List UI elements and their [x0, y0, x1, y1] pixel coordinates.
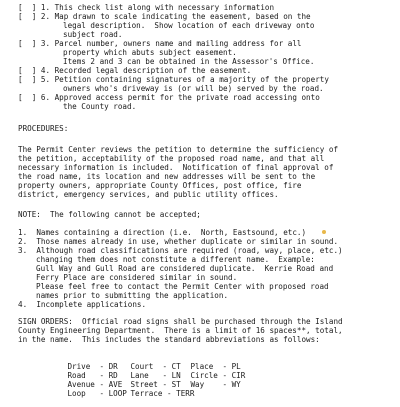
sign-orders-line: County Engineering Department. There is a limit of 16 spaces**, total,: [18, 326, 343, 335]
abbreviation-row: [40, 381, 195, 407]
abbreviation-cell: Avenue - AVE: [67, 379, 123, 389]
checklist-item: [ ] 3. Parcel number, owners name and mailing address for all: [18, 39, 302, 48]
procedures-line: district, emergency services, and public utility offices.: [18, 190, 279, 199]
checklist-continuation: Items 2 and 3 can be obtained in the Assessor's Office.: [63, 57, 315, 66]
abbreviation-cell: Terrace - TERR: [130, 388, 195, 398]
sign-orders-line: in the name. This includes the standard abbreviations as follows:: [18, 335, 320, 344]
abbreviation-cell: Loop - LOOP: [67, 388, 127, 398]
checklist-continuation: legal description. Show location of each driveway onto: [63, 21, 315, 30]
checklist-item: [ ] 5. Petition containing signatures of a majority of the property: [18, 75, 329, 84]
abbreviation-cell: Circle - CIR: [190, 370, 246, 380]
procedures-line: The Permit Center reviews the petition to determine the sufficiency of: [18, 145, 339, 154]
checklist-item: [ ] 2. Map drawn to scale indicating the easement, based on the: [18, 12, 311, 21]
note-item: 3. Although road classifications are required (road, way, place, etc.): [18, 246, 343, 255]
note-continuation: changing them does not constitute a different name. Example:: [36, 255, 315, 264]
note-continuation: Please feel free to contact the Permit Center with proposed road: [36, 282, 329, 291]
checklist-item: [ ] 6. Approved access permit for the private road accessing onto: [18, 93, 320, 102]
procedures-heading: PROCEDURES:: [18, 124, 69, 133]
highlight-mark: [322, 230, 326, 234]
note-continuation: Gull Way and Gull Road are considered duplicate. Kerrie Road and: [36, 264, 334, 273]
checklist-item: [ ] 4. Recorded legal description of the easement.: [18, 66, 252, 75]
note-continuation: Ferry Place are considered similar in sound.: [36, 273, 238, 282]
abbreviation-cell: Lane - LN: [130, 370, 181, 380]
note-continuation: names prior to submitting the application.: [36, 291, 229, 300]
note-item: 4. Incomplete applications.: [18, 300, 147, 309]
note-item: 2. Those names already in use, whether duplicate or similar in sound.: [18, 237, 339, 246]
note-item: 1. Names containing a direction (i.e. North, Eastsound, etc.): [18, 228, 307, 237]
abbreviation-cell: Street - ST: [130, 379, 181, 389]
checklist-continuation: property which abuts subject easement.: [63, 48, 237, 57]
procedures-line: the petition, acceptability of the proposed road name, and that all: [18, 154, 325, 163]
abbreviation-cell: Drive - DR: [67, 361, 118, 371]
checklist-continuation: the County road.: [63, 102, 137, 111]
procedures-line: necessary information is included. Notification of final approval of: [18, 163, 334, 172]
sign-orders-line: SIGN ORDERS: Official road signs shall be purchased through the Island: [18, 317, 343, 326]
procedures-line: property owners, appropriate County Offices, post office, fire: [18, 181, 302, 190]
abbreviation-cell: Way - WY: [190, 379, 241, 389]
abbreviation-cell: Court - CT: [130, 361, 181, 371]
note-heading: NOTE: The following cannot be accepted;: [18, 210, 201, 219]
checklist-item: [ ] 1. This check list along with necessary information: [18, 3, 275, 12]
checklist-continuation: owners who's driveway is (or will be) served by the road.: [63, 84, 324, 93]
abbreviation-cell: Place - PL: [190, 361, 241, 371]
abbreviation-cell: Road - RD: [67, 370, 118, 380]
procedures-line: the road name, its location and new addresses will be sent to the: [18, 172, 316, 181]
checklist-continuation: subject road.: [63, 30, 123, 39]
